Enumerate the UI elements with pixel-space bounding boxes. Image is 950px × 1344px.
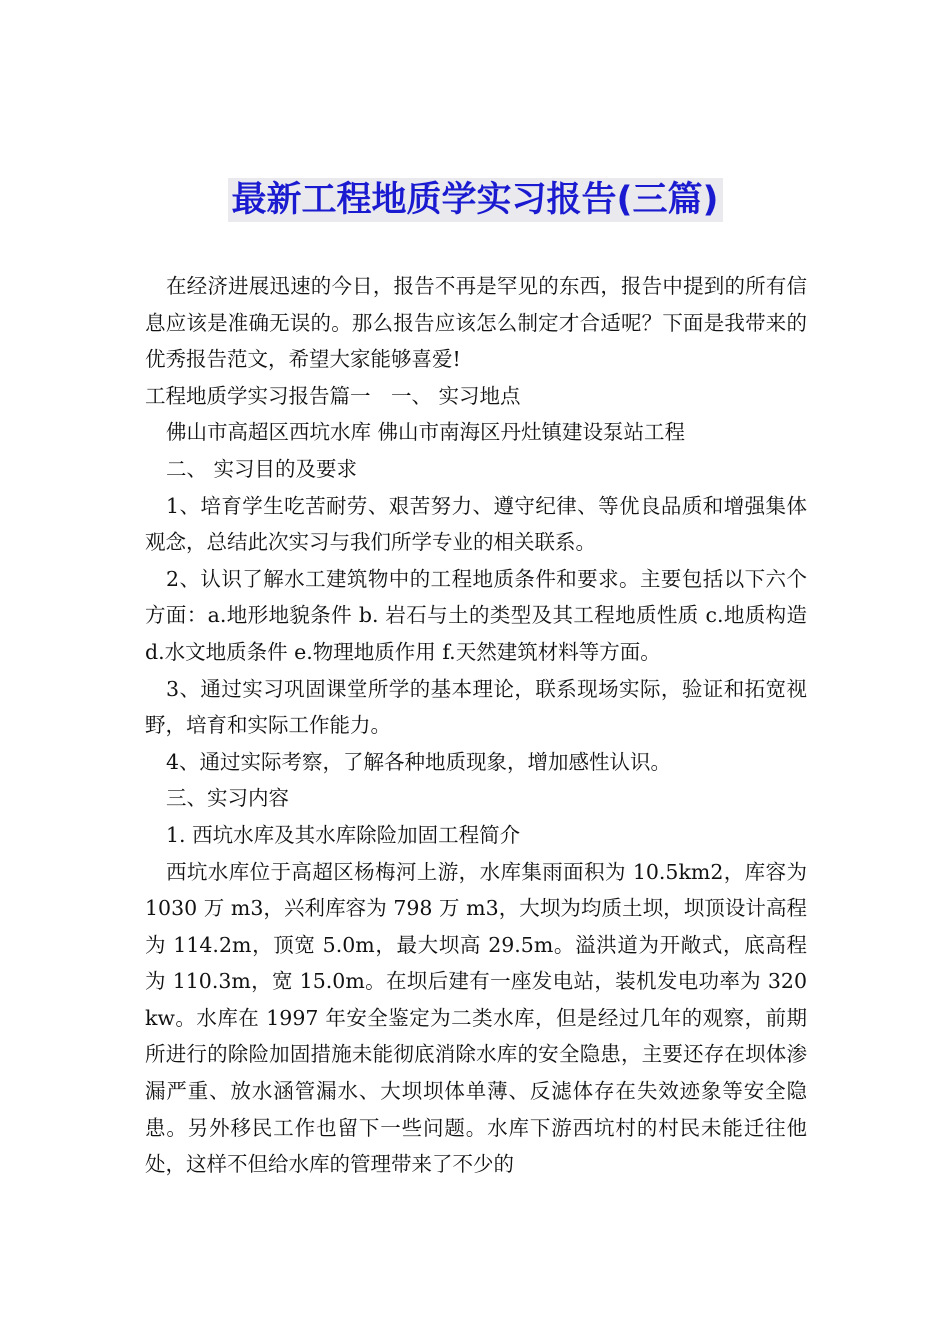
reservoir-paragraph: 西坑水库位于高超区杨梅河上游，水库集雨面积为 10.5km2，库容为 1030 万 m3，兴利库容为 798 万 m3，大坝为均质土坝，坝顶设计高程为 114.2m，顶宽 5.0m，最大坝高 29.5m。溢洪道为开敞式，底高程为 110.3m，宽 15.0m。在坝后建有一座发电站，装机发电功率为 320 kw。水库在 1997 年安全鉴定为二类水库，但是经过几年的观察，前期所进行的除险加固措施未能彻底消除水库的安全隐患，主要还存在坝体渗漏严重、放水涵管漏水、大坝坝体单薄、反滤体存在失效迹象等安全隐患。另外移民工作也留下一些问题。水库下游西坑村的村民未能迁往他处，这样不但给水库的管理带来了不少的 xyxy=(145,859,807,1177)
list-item-purpose-3: 3、通过实习巩固课堂所学的基本理论，联系现场实际，验证和拓宽视野，培育和实际工作能力。 xyxy=(145,676,807,738)
intro-paragraph: 在经济进展迅速的今日，报告不再是罕见的东西，报告中提到的所有信息应该是准确无误的。那么报告应该怎么制定才合适呢？下面是我带来的优秀报告范文，希望大家能够喜爱! xyxy=(145,274,807,372)
subsection-heading-reservoir: 1. 西坑水库及其水库除险加固工程简介 xyxy=(166,822,521,847)
section-heading-purpose: 二、 实习目的及要求 xyxy=(166,456,358,481)
list-item-purpose-4: 4、通过实际考察，了解各种地质现象，增加感性认识。 xyxy=(166,749,672,774)
title-container xyxy=(0,178,950,222)
document-title: 最新工程地质学实习报告(三篇) xyxy=(228,178,723,222)
section-heading-content: 三、实习内容 xyxy=(166,786,289,811)
document-body xyxy=(145,268,807,1183)
list-item-purpose-1: 1、培育学生吃苦耐劳、艰苦努力、遵守纪律、等优良品质和增强集体观念，总结此次实习与我们所学专业的相关联系。 xyxy=(145,493,807,555)
section-heading-report-one: 工程地质学实习报告篇一 一、 实习地点 xyxy=(145,383,521,408)
list-item-purpose-2: 2、认识了解水工建筑物中的工程地质条件和要求。主要包括以下六个方面：a.地形地貌条件 b. 岩石与土的类型及其工程地质性质 c.地质构造 d.水文地质条件 e.物理地质作用 f.天然建筑材料等方面。 xyxy=(145,566,807,664)
location-paragraph: 佛山市高超区西坑水库 佛山市南海区丹灶镇建设泵站工程 xyxy=(166,420,686,445)
